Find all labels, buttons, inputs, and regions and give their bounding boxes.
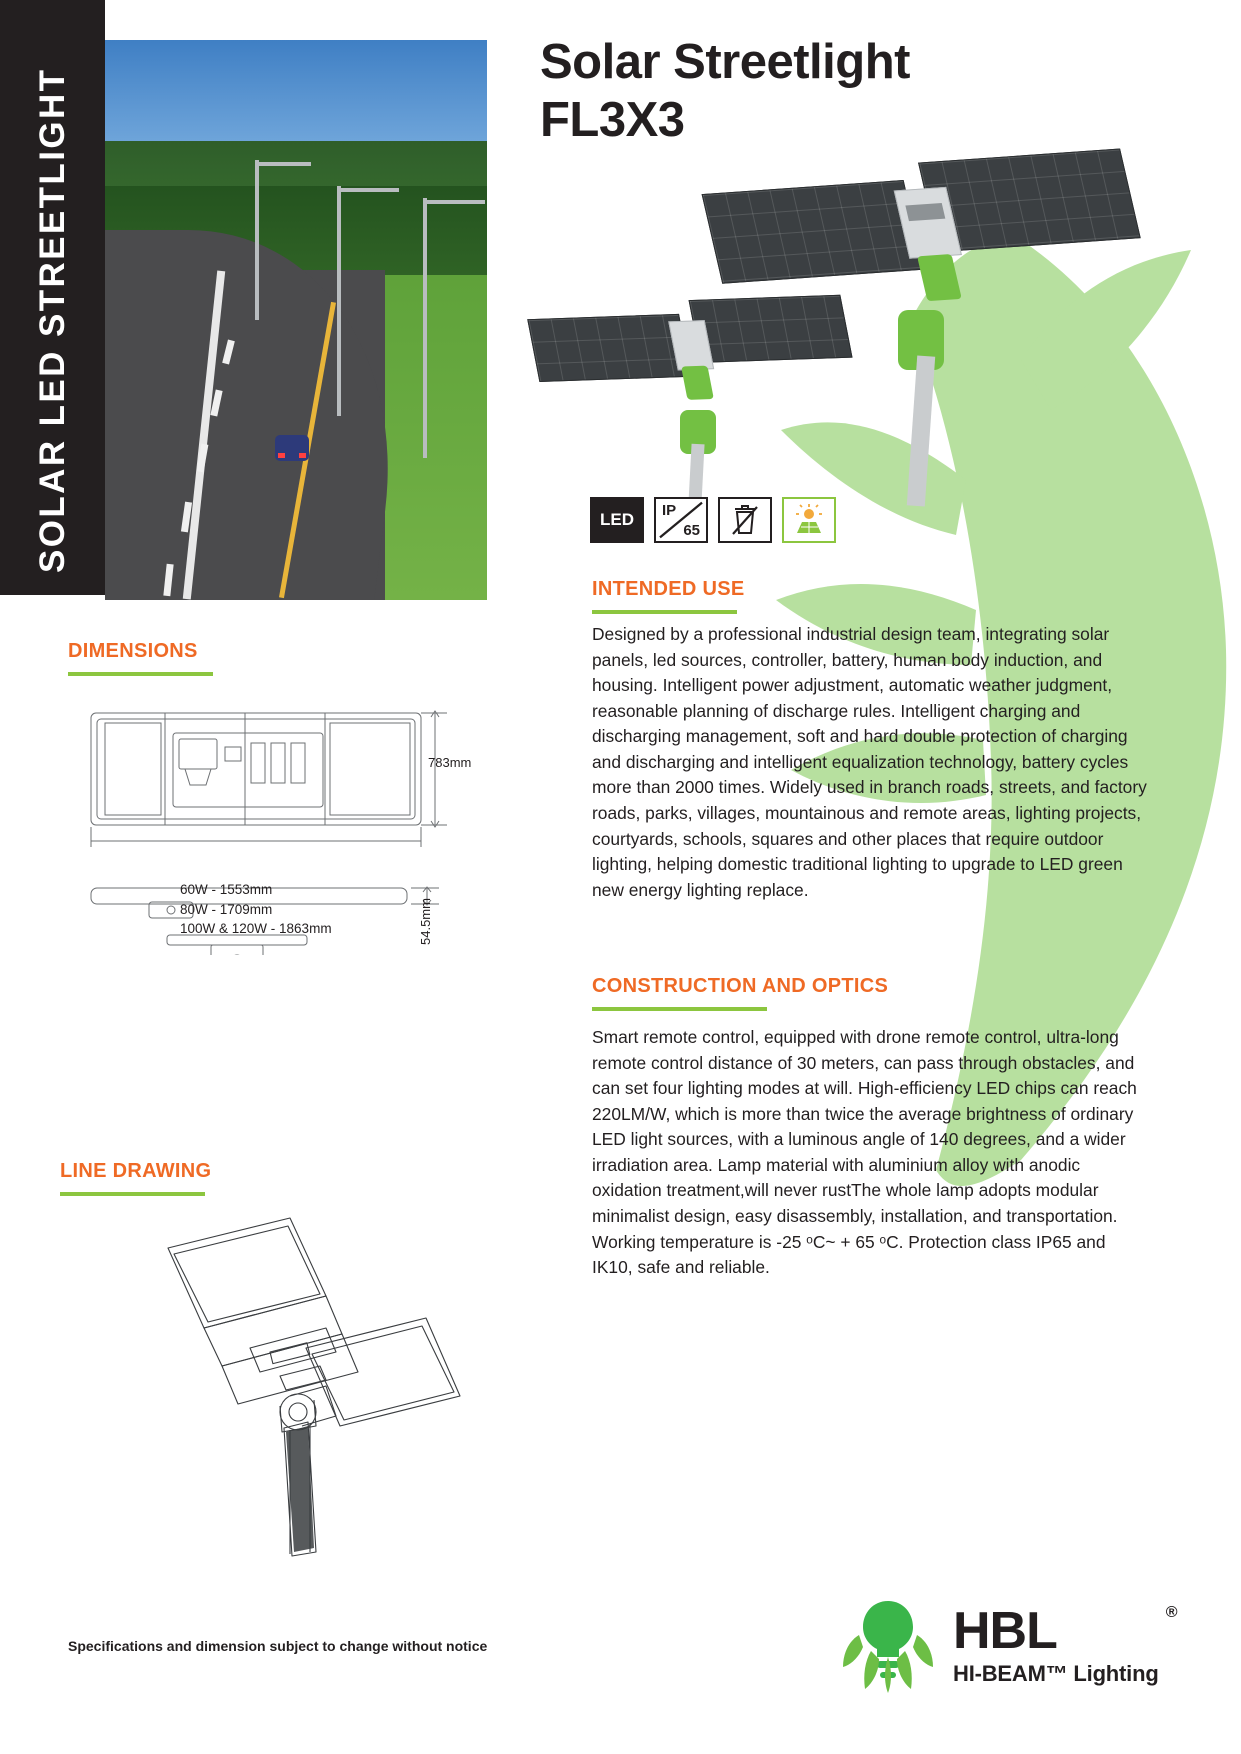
car-graphic [275,435,309,461]
construction-optics-heading [592,975,888,1011]
ip65-badge [654,497,708,543]
dimension-height-label: 783mm [428,755,472,770]
brand-tagline: HI-BEAM™ Lighting [953,1661,1159,1686]
dimension-depth-label: 54.5mm [418,898,433,945]
intended-use-body: Designed by a professional industrial design team, integrating solar panels, led sources, controller, battery, human body induction, and housing. Intelligent power adjustment, automatic weather judgment, reasonable planning of discharge rules. Intelligent charging and discharging management, soft and hard double protection of charging and discharging and intelligent equalization technology, battery cycles more than 2000 times. Widely used in branch roads, streets, and factory roads, parks, villages, mountainous and remote areas, lighting projects, courtyards, schools, squares and other places that require outdoor lighting, helping domestic traditional lighting to upgrade to LED green new energy lighting replace. [592,624,1147,900]
construction-optics-heading-rule [592,1007,767,1011]
side-banner [0,0,105,595]
page-title-line1: Solar Streetlight [540,35,910,89]
pole-upper [907,356,935,507]
line-drawing-heading-rule [60,1192,205,1196]
intended-use-heading-label: INTENDED USE [592,578,745,600]
side-banner-label: SOLAR LED STREETLIGHT [32,67,72,573]
dimension-variant-0: 60W - 1553mm [180,882,273,897]
ip65-badge-bottom: 65 [683,522,700,539]
hero-photo [105,40,487,600]
brand-name-label: HBL [953,1602,1057,1660]
intended-use-heading-rule [592,610,737,614]
line-drawing-illustration [130,1200,550,1560]
page-title [540,34,910,150]
led-badge: LED [590,497,644,543]
ip65-badge-top: IP [662,502,677,519]
line-drawing-heading-label: LINE DRAWING [60,1160,212,1182]
solar-panel-badge [782,497,836,543]
dimensions-heading-label: DIMENSIONS [68,640,198,662]
weee-bin-badge [718,497,772,543]
brand-registered-mark: ® [1165,1604,1177,1621]
construction-optics-body: Smart remote control, equipped with drone remote control, ultra-long remote control distance of 30 meters, can pass through obstacles, and can set four lighting modes at will. High-efficiency LED chips can reach 220LM/W, which is more than twice the average brightness of ordinary LED light sources, with a luminous angle of 140 degrees, and a wider irradiation area. Lamp material with aluminium alloy with anodic oxidation treatment,will never rustThe whole lamp adopts modular minimalist design, easy disassembly, installation, and transportation. Working temperature is -25 ᵒC~ + 65 ᵒC. Protection class IP65 and IK10, safe and reliable. [592,1027,1137,1278]
dimension-variant-1: 80W - 1709mm [180,901,273,917]
pole-lower [688,444,704,505]
dimensions-heading [68,640,213,676]
hbl-mark-icon [833,1595,943,1695]
brand-logo [833,1590,1193,1700]
footer-note: Specifications and dimension subject to change without notice [68,1638,488,1654]
construction-optics-heading-label: CONSTRUCTION AND OPTICS [592,975,889,997]
dimension-variant-2: 100W & 120W - 1863mm [180,921,332,937]
brand-name [953,1602,1177,1660]
intended-use-heading [592,578,745,614]
line-drawing-heading [60,1160,211,1196]
product-render [540,160,1160,505]
certification-badges [590,497,836,543]
dimensions-heading-rule [68,672,213,676]
dimension-variants [180,880,332,939]
page-title-line2: FL3X3 [540,92,685,147]
